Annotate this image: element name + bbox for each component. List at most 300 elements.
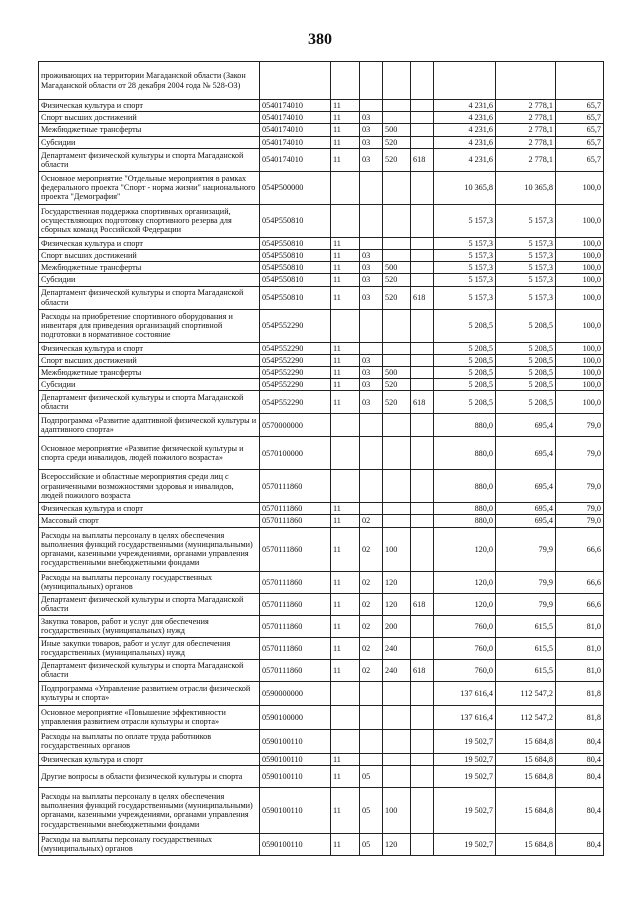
cell-dept bbox=[411, 729, 434, 753]
cell-exec: 10 365,8 bbox=[496, 171, 556, 204]
table-row bbox=[39, 286, 604, 309]
cell-dept bbox=[411, 437, 434, 470]
cell-sec: 11 bbox=[331, 237, 360, 249]
cell-dept bbox=[411, 527, 434, 571]
cell-code: 0570111860 bbox=[260, 503, 331, 515]
cell-pct: 100,0 bbox=[556, 274, 604, 286]
cell-sub: 03 bbox=[360, 136, 383, 148]
cell-vr bbox=[383, 171, 411, 204]
cell-plan: 5 157,3 bbox=[434, 249, 496, 261]
cell-sub: 03 bbox=[360, 148, 383, 171]
table-row bbox=[39, 366, 604, 378]
cell-exec: 79,9 bbox=[496, 593, 556, 615]
cell-dept bbox=[411, 309, 434, 342]
cell-vr: 120 bbox=[383, 571, 411, 593]
cell-dept bbox=[411, 354, 434, 366]
table-row bbox=[39, 765, 604, 787]
cell-vr: 120 bbox=[383, 833, 411, 855]
cell-plan: 760,0 bbox=[434, 637, 496, 659]
cell-pct: 66,6 bbox=[556, 593, 604, 615]
cell-dept bbox=[411, 470, 434, 503]
cell-name: Всероссийские и областные мероприятия среди лиц с ограниченными возможностями здоровья и инвалидов, людей пожилого возраста bbox=[39, 470, 260, 503]
table-row bbox=[39, 274, 604, 286]
cell-exec bbox=[496, 62, 556, 100]
cell-vr bbox=[383, 705, 411, 729]
cell-vr bbox=[383, 765, 411, 787]
cell-name: Расходы на приобретение спортивного оборудования и инвентаря для приведения организаций спортивной подготовки в нормативное состояние bbox=[39, 309, 260, 342]
cell-exec: 2 778,1 bbox=[496, 124, 556, 136]
cell-name: Основное мероприятие «Повышение эффективности управления развитием отрасли культуры и спорта» bbox=[39, 705, 260, 729]
cell-vr: 240 bbox=[383, 637, 411, 659]
cell-sec: 11 bbox=[331, 379, 360, 391]
cell-code: 0540174010 bbox=[260, 124, 331, 136]
cell-plan: 120,0 bbox=[434, 571, 496, 593]
cell-code: 054P550810 bbox=[260, 237, 331, 249]
cell-exec: 615,5 bbox=[496, 637, 556, 659]
cell-sub bbox=[360, 503, 383, 515]
cell-dept bbox=[411, 62, 434, 100]
cell-plan: 5 208,5 bbox=[434, 354, 496, 366]
cell-sec: 11 bbox=[331, 148, 360, 171]
cell-sub: 02 bbox=[360, 571, 383, 593]
cell-code: 054P552290 bbox=[260, 366, 331, 378]
cell-pct: 81,0 bbox=[556, 615, 604, 637]
cell-dept bbox=[411, 571, 434, 593]
cell-sub: 03 bbox=[360, 262, 383, 274]
table-row bbox=[39, 527, 604, 571]
cell-name: Государственная поддержка спортивных организаций, осуществляющих подготовку спортивного резерва для сборных команд Российской Федерации bbox=[39, 204, 260, 237]
cell-sec: 11 bbox=[331, 571, 360, 593]
cell-sec bbox=[331, 681, 360, 705]
cell-vr bbox=[383, 729, 411, 753]
cell-name: Физическая культура и спорт bbox=[39, 100, 260, 112]
cell-pct: 100,0 bbox=[556, 366, 604, 378]
cell-vr bbox=[383, 414, 411, 437]
cell-exec: 112 547,2 bbox=[496, 705, 556, 729]
cell-plan: 120,0 bbox=[434, 527, 496, 571]
cell-pct: 81,0 bbox=[556, 659, 604, 681]
cell-name: Основное мероприятие "Отдельные мероприятия в рамках федерального проекта "Спорт - норма жизни" национального проекта "Демография" bbox=[39, 171, 260, 204]
cell-pct: 100,0 bbox=[556, 309, 604, 342]
cell-vr: 520 bbox=[383, 136, 411, 148]
cell-vr: 500 bbox=[383, 262, 411, 274]
cell-pct: 79,0 bbox=[556, 437, 604, 470]
page-number: 380 bbox=[308, 31, 332, 48]
cell-dept bbox=[411, 342, 434, 354]
cell-sub: 02 bbox=[360, 615, 383, 637]
cell-vr: 520 bbox=[383, 391, 411, 414]
cell-code: 0590100110 bbox=[260, 787, 331, 833]
cell-pct: 100,0 bbox=[556, 286, 604, 309]
cell-dept: 618 bbox=[411, 391, 434, 414]
cell-code: 054P552290 bbox=[260, 342, 331, 354]
cell-vr bbox=[383, 753, 411, 765]
cell-code: 054P500000 bbox=[260, 171, 331, 204]
cell-sec: 11 bbox=[331, 637, 360, 659]
table-row bbox=[39, 659, 604, 681]
cell-sub bbox=[360, 753, 383, 765]
cell-code: 054P552290 bbox=[260, 379, 331, 391]
cell-plan: 4 231,6 bbox=[434, 148, 496, 171]
cell-pct: 80,4 bbox=[556, 753, 604, 765]
cell-vr bbox=[383, 503, 411, 515]
cell-plan: 120,0 bbox=[434, 593, 496, 615]
cell-sub: 02 bbox=[360, 659, 383, 681]
cell-code: 054P552290 bbox=[260, 391, 331, 414]
cell-pct: 81,8 bbox=[556, 681, 604, 705]
cell-sub: 03 bbox=[360, 366, 383, 378]
cell-pct: 79,0 bbox=[556, 515, 604, 527]
cell-dept bbox=[411, 705, 434, 729]
cell-exec: 2 778,1 bbox=[496, 148, 556, 171]
table-row bbox=[39, 136, 604, 148]
cell-code: 0540174010 bbox=[260, 148, 331, 171]
cell-exec: 79,9 bbox=[496, 571, 556, 593]
cell-exec: 2 778,1 bbox=[496, 112, 556, 124]
cell-code: 0570111860 bbox=[260, 515, 331, 527]
cell-plan bbox=[434, 62, 496, 100]
table-row bbox=[39, 470, 604, 503]
cell-vr bbox=[383, 237, 411, 249]
cell-code: 0590100110 bbox=[260, 729, 331, 753]
cell-exec: 15 684,8 bbox=[496, 753, 556, 765]
cell-sec: 11 bbox=[331, 593, 360, 615]
cell-exec: 5 157,3 bbox=[496, 204, 556, 237]
cell-pct: 80,4 bbox=[556, 787, 604, 833]
cell-plan: 880,0 bbox=[434, 414, 496, 437]
cell-exec: 695,4 bbox=[496, 437, 556, 470]
cell-name: Субсидии bbox=[39, 379, 260, 391]
cell-name: Спорт высших достижений bbox=[39, 249, 260, 261]
cell-exec: 15 684,8 bbox=[496, 833, 556, 855]
cell-plan: 10 365,8 bbox=[434, 171, 496, 204]
cell-dept bbox=[411, 615, 434, 637]
cell-vr bbox=[383, 100, 411, 112]
cell-code: 0570100000 bbox=[260, 437, 331, 470]
cell-pct: 81,8 bbox=[556, 705, 604, 729]
table-row bbox=[39, 171, 604, 204]
cell-name: Расходы на выплаты по оплате труда работников государственных органов bbox=[39, 729, 260, 753]
cell-name: Межбюджетные трансферты bbox=[39, 366, 260, 378]
table-row bbox=[39, 593, 604, 615]
cell-sec bbox=[331, 309, 360, 342]
cell-pct bbox=[556, 62, 604, 100]
cell-vr: 500 bbox=[383, 366, 411, 378]
cell-vr bbox=[383, 204, 411, 237]
cell-exec: 2 778,1 bbox=[496, 136, 556, 148]
cell-exec: 695,4 bbox=[496, 503, 556, 515]
cell-sub bbox=[360, 342, 383, 354]
table-row bbox=[39, 571, 604, 593]
cell-name: Департамент физической культуры и спорта Магаданской области bbox=[39, 391, 260, 414]
cell-name: Подпрограмма «Развитие адаптивной физической культуры и адаптивного спорта» bbox=[39, 414, 260, 437]
cell-sec: 11 bbox=[331, 615, 360, 637]
cell-pct: 65,7 bbox=[556, 100, 604, 112]
cell-exec: 615,5 bbox=[496, 659, 556, 681]
cell-code: 0570000000 bbox=[260, 414, 331, 437]
cell-dept bbox=[411, 274, 434, 286]
cell-code: 0590100110 bbox=[260, 765, 331, 787]
table-row bbox=[39, 515, 604, 527]
cell-exec: 15 684,8 bbox=[496, 729, 556, 753]
cell-vr bbox=[383, 470, 411, 503]
cell-code: 054P550810 bbox=[260, 274, 331, 286]
cell-plan: 5 157,3 bbox=[434, 274, 496, 286]
cell-sub bbox=[360, 681, 383, 705]
cell-dept bbox=[411, 379, 434, 391]
cell-sub bbox=[360, 100, 383, 112]
cell-exec: 5 208,5 bbox=[496, 342, 556, 354]
cell-exec: 79,9 bbox=[496, 527, 556, 571]
cell-sec: 11 bbox=[331, 527, 360, 571]
table-row bbox=[39, 62, 604, 100]
cell-exec: 5 208,5 bbox=[496, 309, 556, 342]
cell-pct: 81,0 bbox=[556, 637, 604, 659]
table-row bbox=[39, 237, 604, 249]
cell-name: Физическая культура и спорт bbox=[39, 342, 260, 354]
table-row bbox=[39, 615, 604, 637]
cell-dept bbox=[411, 204, 434, 237]
cell-vr bbox=[383, 354, 411, 366]
cell-name: Межбюджетные трансферты bbox=[39, 124, 260, 136]
cell-pct: 100,0 bbox=[556, 379, 604, 391]
cell-plan: 19 502,7 bbox=[434, 765, 496, 787]
cell-code: 054P550810 bbox=[260, 262, 331, 274]
table-row bbox=[39, 204, 604, 237]
cell-plan: 19 502,7 bbox=[434, 729, 496, 753]
cell-code: 054P550810 bbox=[260, 286, 331, 309]
cell-plan: 5 157,3 bbox=[434, 204, 496, 237]
cell-sub bbox=[360, 437, 383, 470]
cell-exec: 5 208,5 bbox=[496, 354, 556, 366]
cell-sub: 03 bbox=[360, 249, 383, 261]
cell-sub bbox=[360, 470, 383, 503]
cell-dept bbox=[411, 787, 434, 833]
cell-sub: 02 bbox=[360, 527, 383, 571]
budget-table bbox=[38, 61, 604, 856]
cell-name: Массовый спорт bbox=[39, 515, 260, 527]
cell-plan: 5 157,3 bbox=[434, 237, 496, 249]
cell-name: Закупка товаров, работ и услуг для обеспечения государственных (муниципальных) нужд bbox=[39, 615, 260, 637]
cell-plan: 4 231,6 bbox=[434, 112, 496, 124]
cell-pct: 79,0 bbox=[556, 470, 604, 503]
cell-sec bbox=[331, 705, 360, 729]
cell-sec: 11 bbox=[331, 503, 360, 515]
cell-name: Расходы на выплаты персоналу государственных (муниципальных) органов bbox=[39, 833, 260, 855]
cell-exec: 15 684,8 bbox=[496, 765, 556, 787]
cell-sec bbox=[331, 437, 360, 470]
cell-sec: 11 bbox=[331, 274, 360, 286]
table-row bbox=[39, 787, 604, 833]
table-row bbox=[39, 637, 604, 659]
cell-sub: 05 bbox=[360, 833, 383, 855]
cell-sub: 03 bbox=[360, 286, 383, 309]
cell-exec: 5 157,3 bbox=[496, 286, 556, 309]
cell-pct: 65,7 bbox=[556, 148, 604, 171]
cell-code: 0570111860 bbox=[260, 615, 331, 637]
cell-name: Физическая культура и спорт bbox=[39, 237, 260, 249]
cell-plan: 4 231,6 bbox=[434, 136, 496, 148]
cell-sec: 11 bbox=[331, 342, 360, 354]
cell-exec: 615,5 bbox=[496, 615, 556, 637]
table-row bbox=[39, 681, 604, 705]
table-row bbox=[39, 124, 604, 136]
cell-code: 0540174010 bbox=[260, 100, 331, 112]
cell-name: Физическая культура и спорт bbox=[39, 503, 260, 515]
cell-code: 0570111860 bbox=[260, 637, 331, 659]
cell-code bbox=[260, 62, 331, 100]
cell-pct: 66,6 bbox=[556, 571, 604, 593]
cell-sub bbox=[360, 705, 383, 729]
cell-pct: 100,0 bbox=[556, 249, 604, 261]
cell-plan: 760,0 bbox=[434, 659, 496, 681]
cell-dept bbox=[411, 249, 434, 261]
cell-sub: 03 bbox=[360, 112, 383, 124]
cell-dept bbox=[411, 237, 434, 249]
cell-code: 054P550810 bbox=[260, 204, 331, 237]
cell-pct: 100,0 bbox=[556, 354, 604, 366]
cell-vr bbox=[383, 249, 411, 261]
cell-dept bbox=[411, 637, 434, 659]
cell-sub: 03 bbox=[360, 391, 383, 414]
cell-sub: 03 bbox=[360, 274, 383, 286]
cell-name: Департамент физической культуры и спорта Магаданской области bbox=[39, 593, 260, 615]
cell-sec: 11 bbox=[331, 787, 360, 833]
cell-vr: 520 bbox=[383, 274, 411, 286]
table-row bbox=[39, 100, 604, 112]
cell-dept bbox=[411, 681, 434, 705]
cell-dept bbox=[411, 171, 434, 204]
cell-code: 0570111860 bbox=[260, 470, 331, 503]
cell-pct: 100,0 bbox=[556, 342, 604, 354]
cell-dept bbox=[411, 414, 434, 437]
cell-dept bbox=[411, 262, 434, 274]
cell-sec: 11 bbox=[331, 136, 360, 148]
cell-dept bbox=[411, 136, 434, 148]
cell-sub bbox=[360, 62, 383, 100]
cell-dept: 618 bbox=[411, 148, 434, 171]
cell-name: Подпрограмма «Управление развитием отрасли физической культуры и спорта» bbox=[39, 681, 260, 705]
cell-plan: 880,0 bbox=[434, 515, 496, 527]
cell-code: 0570111860 bbox=[260, 659, 331, 681]
cell-sub bbox=[360, 729, 383, 753]
cell-sec: 11 bbox=[331, 366, 360, 378]
cell-code: 054P550810 bbox=[260, 249, 331, 261]
table-row bbox=[39, 729, 604, 753]
cell-plan: 880,0 bbox=[434, 437, 496, 470]
cell-vr bbox=[383, 342, 411, 354]
cell-exec: 695,4 bbox=[496, 470, 556, 503]
table-row bbox=[39, 379, 604, 391]
cell-sub: 02 bbox=[360, 637, 383, 659]
cell-pct: 80,4 bbox=[556, 765, 604, 787]
cell-exec: 5 208,5 bbox=[496, 391, 556, 414]
cell-sec: 11 bbox=[331, 112, 360, 124]
cell-exec: 5 208,5 bbox=[496, 379, 556, 391]
cell-sec: 11 bbox=[331, 515, 360, 527]
cell-exec: 695,4 bbox=[496, 515, 556, 527]
cell-exec: 5 157,3 bbox=[496, 237, 556, 249]
cell-sec bbox=[331, 470, 360, 503]
cell-sec bbox=[331, 204, 360, 237]
table-row bbox=[39, 148, 604, 171]
table-row bbox=[39, 249, 604, 261]
cell-dept: 618 bbox=[411, 286, 434, 309]
cell-plan: 137 616,4 bbox=[434, 705, 496, 729]
cell-vr bbox=[383, 437, 411, 470]
cell-pct: 100,0 bbox=[556, 262, 604, 274]
cell-vr: 100 bbox=[383, 527, 411, 571]
cell-vr: 520 bbox=[383, 379, 411, 391]
cell-name: Спорт высших достижений bbox=[39, 354, 260, 366]
cell-sec bbox=[331, 171, 360, 204]
cell-pct: 100,0 bbox=[556, 171, 604, 204]
cell-vr: 100 bbox=[383, 787, 411, 833]
cell-name: Основное мероприятие «Развитие физической культуры и спорта среди инвалидов, людей пожилого возраста» bbox=[39, 437, 260, 470]
cell-dept bbox=[411, 753, 434, 765]
cell-sub bbox=[360, 171, 383, 204]
cell-plan: 5 208,5 bbox=[434, 342, 496, 354]
cell-sub: 03 bbox=[360, 354, 383, 366]
cell-sec: 11 bbox=[331, 249, 360, 261]
cell-sub bbox=[360, 414, 383, 437]
cell-dept bbox=[411, 515, 434, 527]
cell-plan: 5 208,5 bbox=[434, 391, 496, 414]
cell-sec: 11 bbox=[331, 262, 360, 274]
cell-sub: 03 bbox=[360, 379, 383, 391]
cell-vr: 520 bbox=[383, 286, 411, 309]
cell-name: Департамент физической культуры и спорта Магаданской области bbox=[39, 286, 260, 309]
table-row bbox=[39, 437, 604, 470]
cell-name: Субсидии bbox=[39, 136, 260, 148]
cell-plan: 137 616,4 bbox=[434, 681, 496, 705]
cell-plan: 4 231,6 bbox=[434, 100, 496, 112]
cell-plan: 5 208,5 bbox=[434, 309, 496, 342]
cell-sub: 05 bbox=[360, 787, 383, 833]
table-row bbox=[39, 503, 604, 515]
cell-sec: 11 bbox=[331, 659, 360, 681]
cell-code: 0570111860 bbox=[260, 527, 331, 571]
cell-dept bbox=[411, 100, 434, 112]
cell-sec: 11 bbox=[331, 354, 360, 366]
cell-sec: 11 bbox=[331, 124, 360, 136]
cell-sub: 03 bbox=[360, 124, 383, 136]
cell-code: 0540174010 bbox=[260, 112, 331, 124]
table-row bbox=[39, 753, 604, 765]
cell-dept: 618 bbox=[411, 659, 434, 681]
cell-plan: 4 231,6 bbox=[434, 124, 496, 136]
cell-name: Межбюджетные трансферты bbox=[39, 262, 260, 274]
cell-exec: 5 157,3 bbox=[496, 274, 556, 286]
cell-pct: 100,0 bbox=[556, 391, 604, 414]
cell-vr: 500 bbox=[383, 124, 411, 136]
cell-pct: 100,0 bbox=[556, 237, 604, 249]
cell-dept bbox=[411, 366, 434, 378]
cell-name: Субсидии bbox=[39, 274, 260, 286]
cell-exec: 5 157,3 bbox=[496, 262, 556, 274]
cell-code: 0540174010 bbox=[260, 136, 331, 148]
cell-code: 0570111860 bbox=[260, 571, 331, 593]
cell-exec: 112 547,2 bbox=[496, 681, 556, 705]
cell-code: 0570111860 bbox=[260, 593, 331, 615]
cell-vr: 520 bbox=[383, 148, 411, 171]
cell-pct: 65,7 bbox=[556, 136, 604, 148]
cell-code: 0590000000 bbox=[260, 681, 331, 705]
table-row bbox=[39, 414, 604, 437]
cell-name: Спорт высших достижений bbox=[39, 112, 260, 124]
cell-vr bbox=[383, 515, 411, 527]
cell-sec: 11 bbox=[331, 753, 360, 765]
